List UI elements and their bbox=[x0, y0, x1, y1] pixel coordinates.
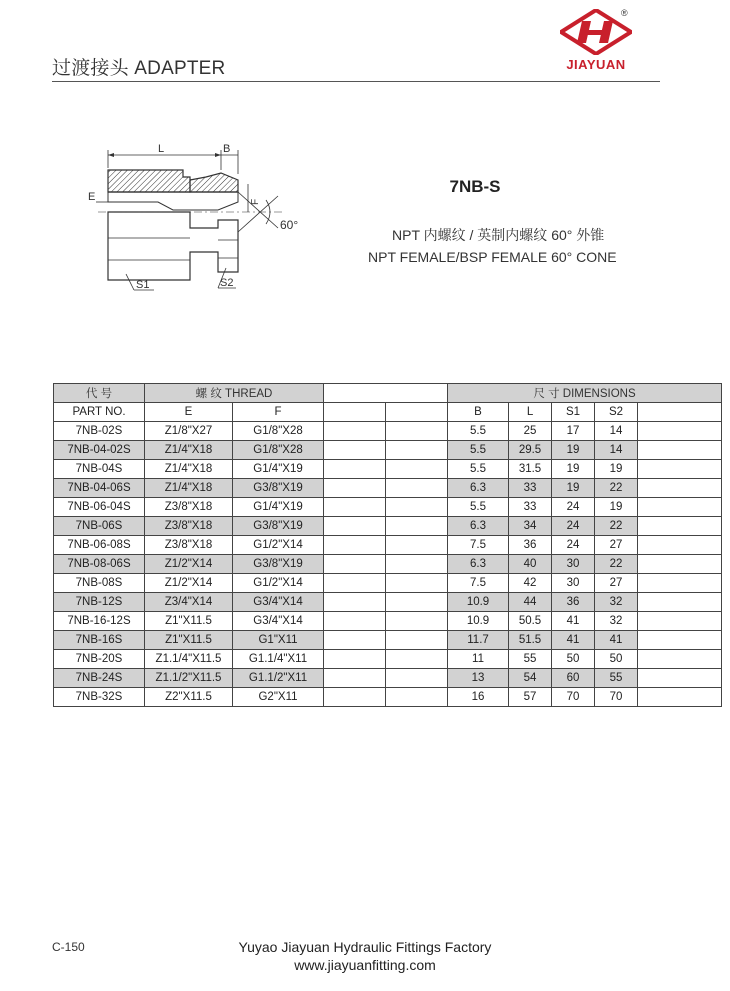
subheader-l: L bbox=[509, 403, 552, 422]
cell-blank bbox=[386, 574, 448, 593]
cell-s1: 70 bbox=[552, 688, 595, 707]
cell-s1: 24 bbox=[552, 536, 595, 555]
cell-l: 36 bbox=[509, 536, 552, 555]
cell-s1: 30 bbox=[552, 555, 595, 574]
cell-blank bbox=[638, 631, 722, 650]
cell-blank bbox=[638, 593, 722, 612]
cell-blank bbox=[324, 688, 386, 707]
cell-s2: 22 bbox=[595, 555, 638, 574]
cell-blank bbox=[324, 498, 386, 517]
cell-blank bbox=[638, 688, 722, 707]
cell-blank bbox=[324, 517, 386, 536]
cell-l: 54 bbox=[509, 669, 552, 688]
table-row bbox=[54, 441, 722, 460]
cell-part: 7NB-02S bbox=[54, 422, 145, 441]
cell-l: 55 bbox=[509, 650, 552, 669]
dim-label-angle: 60° bbox=[280, 218, 299, 232]
company-name: Yuyao Jiayuan Hydraulic Fittings Factory bbox=[238, 939, 492, 955]
cell-part: 7NB-12S bbox=[54, 593, 145, 612]
cell-blank bbox=[324, 441, 386, 460]
cell-blank bbox=[386, 688, 448, 707]
cell-s2: 27 bbox=[595, 574, 638, 593]
cell-part: 7NB-08-06S bbox=[54, 555, 145, 574]
cell-s2: 14 bbox=[595, 441, 638, 460]
cell-f: G1"X11 bbox=[233, 631, 324, 650]
cell-f: G1/4"X19 bbox=[233, 498, 324, 517]
header-dimensions: 尺 寸 DIMENSIONS bbox=[448, 384, 722, 403]
cell-b: 5.5 bbox=[448, 460, 509, 479]
cell-b: 5.5 bbox=[448, 498, 509, 517]
cell-s2: 22 bbox=[595, 517, 638, 536]
subheader-blank bbox=[638, 403, 722, 422]
cell-b: 7.5 bbox=[448, 574, 509, 593]
description-en: NPT FEMALE/BSP FEMALE 60° CONE bbox=[368, 249, 617, 265]
cell-blank bbox=[324, 422, 386, 441]
cell-b: 10.9 bbox=[448, 593, 509, 612]
cell-s2: 22 bbox=[595, 479, 638, 498]
dim-label-s1: S1 bbox=[136, 279, 150, 291]
cell-l: 34 bbox=[509, 517, 552, 536]
table-row bbox=[54, 574, 722, 593]
cell-s1: 24 bbox=[552, 517, 595, 536]
cell-blank bbox=[386, 650, 448, 669]
cell-s2: 19 bbox=[595, 498, 638, 517]
dim-label-l: L bbox=[158, 143, 165, 155]
cell-s1: 41 bbox=[552, 631, 595, 650]
cell-f: G3/8"X19 bbox=[233, 555, 324, 574]
table-row bbox=[54, 498, 722, 517]
cell-blank bbox=[386, 593, 448, 612]
spec-table bbox=[53, 383, 722, 707]
subheader-blank bbox=[324, 403, 386, 422]
subheader-b: B bbox=[448, 403, 509, 422]
table-row bbox=[54, 669, 722, 688]
cell-part: 7NB-06-08S bbox=[54, 536, 145, 555]
cell-f: G3/8"X19 bbox=[233, 479, 324, 498]
cell-e: Z1"X11.5 bbox=[145, 631, 233, 650]
cell-blank bbox=[386, 498, 448, 517]
cell-blank bbox=[324, 536, 386, 555]
cell-l: 33 bbox=[509, 479, 552, 498]
fitting-drawing bbox=[78, 140, 318, 300]
cell-blank bbox=[324, 650, 386, 669]
cell-part: 7NB-04-06S bbox=[54, 479, 145, 498]
cell-blank bbox=[638, 517, 722, 536]
cell-blank bbox=[386, 479, 448, 498]
cell-f: G1/2"X14 bbox=[233, 574, 324, 593]
registered-mark: ® bbox=[621, 8, 628, 18]
cell-s2: 32 bbox=[595, 612, 638, 631]
cell-b: 11.7 bbox=[448, 631, 509, 650]
cell-blank bbox=[386, 631, 448, 650]
cell-f: G3/8"X19 bbox=[233, 517, 324, 536]
cell-e: Z1"X11.5 bbox=[145, 612, 233, 631]
cell-l: 42 bbox=[509, 574, 552, 593]
cell-blank bbox=[638, 422, 722, 441]
cell-b: 10.9 bbox=[448, 612, 509, 631]
subheader-s1: S1 bbox=[552, 403, 595, 422]
cell-blank bbox=[638, 479, 722, 498]
dim-label-b: B bbox=[223, 143, 231, 155]
cell-part: 7NB-16S bbox=[54, 631, 145, 650]
cell-part: 7NB-08S bbox=[54, 574, 145, 593]
cell-blank bbox=[324, 574, 386, 593]
cell-s1: 36 bbox=[552, 593, 595, 612]
cell-f: G3/4"X14 bbox=[233, 612, 324, 631]
cell-s2: 19 bbox=[595, 460, 638, 479]
cell-blank bbox=[386, 612, 448, 631]
cell-b: 6.3 bbox=[448, 517, 509, 536]
cell-e: Z3/8"X18 bbox=[145, 536, 233, 555]
cell-blank bbox=[638, 498, 722, 517]
cell-e: Z1/4"X18 bbox=[145, 460, 233, 479]
header-part-cn: 代 号 bbox=[54, 384, 145, 403]
cell-e: Z1.1/2"X11.5 bbox=[145, 669, 233, 688]
cell-s1: 19 bbox=[552, 460, 595, 479]
dim-label-f: F bbox=[250, 198, 261, 205]
cell-s1: 30 bbox=[552, 574, 595, 593]
table-row bbox=[54, 422, 722, 441]
table-row bbox=[54, 555, 722, 574]
cell-b: 6.3 bbox=[448, 479, 509, 498]
cell-b: 6.3 bbox=[448, 555, 509, 574]
table-row bbox=[54, 593, 722, 612]
cell-s2: 41 bbox=[595, 631, 638, 650]
cell-blank bbox=[324, 593, 386, 612]
cell-blank bbox=[386, 536, 448, 555]
cell-f: G1/8"X28 bbox=[233, 422, 324, 441]
table-row bbox=[54, 612, 722, 631]
cell-l: 29.5 bbox=[509, 441, 552, 460]
cell-part: 7NB-24S bbox=[54, 669, 145, 688]
cell-s2: 27 bbox=[595, 536, 638, 555]
table-row bbox=[54, 650, 722, 669]
cell-blank bbox=[386, 460, 448, 479]
cell-b: 13 bbox=[448, 669, 509, 688]
subheader-blank bbox=[386, 403, 448, 422]
cell-blank bbox=[638, 441, 722, 460]
cell-blank bbox=[638, 612, 722, 631]
logo-wordmark: JIAYUAN bbox=[566, 57, 626, 72]
cell-b: 16 bbox=[448, 688, 509, 707]
cell-blank bbox=[386, 517, 448, 536]
cell-e: Z3/4"X14 bbox=[145, 593, 233, 612]
cell-s2: 70 bbox=[595, 688, 638, 707]
table-row bbox=[54, 479, 722, 498]
cell-blank bbox=[324, 460, 386, 479]
cell-s1: 24 bbox=[552, 498, 595, 517]
cell-s1: 60 bbox=[552, 669, 595, 688]
cell-part: 7NB-32S bbox=[54, 688, 145, 707]
cell-l: 57 bbox=[509, 688, 552, 707]
cell-b: 7.5 bbox=[448, 536, 509, 555]
cell-f: G1/8"X28 bbox=[233, 441, 324, 460]
cell-s1: 41 bbox=[552, 612, 595, 631]
cell-blank bbox=[386, 422, 448, 441]
subheader-f: F bbox=[233, 403, 324, 422]
header-divider bbox=[52, 81, 660, 82]
table-row bbox=[54, 460, 722, 479]
dim-label-s2: S2 bbox=[220, 277, 234, 289]
cell-e: Z1/4"X18 bbox=[145, 441, 233, 460]
cell-blank bbox=[638, 669, 722, 688]
cell-part: 7NB-06S bbox=[54, 517, 145, 536]
cell-e: Z1/8"X27 bbox=[145, 422, 233, 441]
cell-s1: 17 bbox=[552, 422, 595, 441]
cell-f: G3/4"X14 bbox=[233, 593, 324, 612]
cell-part: 7NB-04-02S bbox=[54, 441, 145, 460]
table-row bbox=[54, 536, 722, 555]
cell-e: Z1/4"X18 bbox=[145, 479, 233, 498]
table-row bbox=[54, 688, 722, 707]
table-subheader-row bbox=[54, 403, 722, 422]
cell-blank bbox=[638, 536, 722, 555]
cell-blank bbox=[386, 555, 448, 574]
cell-e: Z1/2"X14 bbox=[145, 555, 233, 574]
cell-f: G1.1/4"X11 bbox=[233, 650, 324, 669]
cell-blank bbox=[386, 441, 448, 460]
cell-l: 44 bbox=[509, 593, 552, 612]
subheader-e: E bbox=[145, 403, 233, 422]
cell-part: 7NB-20S bbox=[54, 650, 145, 669]
cell-e: Z2"X11.5 bbox=[145, 688, 233, 707]
subheader-s2: S2 bbox=[595, 403, 638, 422]
cell-part: 7NB-04S bbox=[54, 460, 145, 479]
cell-l: 50.5 bbox=[509, 612, 552, 631]
cell-blank bbox=[386, 669, 448, 688]
cell-l: 33 bbox=[509, 498, 552, 517]
cell-e: Z3/8"X18 bbox=[145, 517, 233, 536]
company-website: www.jiayuanfitting.com bbox=[294, 957, 436, 973]
description-cn: NPT 内螺纹 / 英制内螺纹 60° 外锥 bbox=[392, 227, 605, 243]
cell-l: 40 bbox=[509, 555, 552, 574]
cell-f: G1/2"X14 bbox=[233, 536, 324, 555]
cell-blank bbox=[638, 650, 722, 669]
cell-blank bbox=[324, 631, 386, 650]
table-header-row bbox=[54, 384, 722, 403]
cell-f: G1.1/2"X11 bbox=[233, 669, 324, 688]
cell-blank bbox=[324, 555, 386, 574]
cell-e: Z1.1/4"X11.5 bbox=[145, 650, 233, 669]
cell-s2: 55 bbox=[595, 669, 638, 688]
model-code: 7NB-S bbox=[449, 177, 501, 196]
cell-f: G2"X11 bbox=[233, 688, 324, 707]
cell-b: 5.5 bbox=[448, 441, 509, 460]
cell-l: 51.5 bbox=[509, 631, 552, 650]
cell-blank bbox=[638, 555, 722, 574]
cell-l: 31.5 bbox=[509, 460, 552, 479]
table-row bbox=[54, 517, 722, 536]
cell-b: 11 bbox=[448, 650, 509, 669]
cell-part: 7NB-06-04S bbox=[54, 498, 145, 517]
cell-blank bbox=[638, 574, 722, 593]
cell-s1: 19 bbox=[552, 479, 595, 498]
cell-f: G1/4"X19 bbox=[233, 460, 324, 479]
cell-s1: 19 bbox=[552, 441, 595, 460]
cell-b: 5.5 bbox=[448, 422, 509, 441]
page-title: 过渡接头 ADAPTER bbox=[52, 58, 226, 79]
page-number: C-150 bbox=[52, 940, 85, 954]
dim-label-e: E bbox=[88, 191, 96, 203]
cell-s2: 50 bbox=[595, 650, 638, 669]
cell-s2: 14 bbox=[595, 422, 638, 441]
cell-e: Z1/2"X14 bbox=[145, 574, 233, 593]
cell-e: Z3/8"X18 bbox=[145, 498, 233, 517]
cell-blank bbox=[638, 460, 722, 479]
header-thread: 螺 纹 THREAD bbox=[145, 384, 324, 403]
cell-l: 25 bbox=[509, 422, 552, 441]
header-blank bbox=[324, 384, 448, 403]
table-row bbox=[54, 631, 722, 650]
cell-s2: 32 bbox=[595, 593, 638, 612]
subheader-part-no: PART NO. bbox=[54, 403, 145, 422]
cell-blank bbox=[324, 612, 386, 631]
cell-blank bbox=[324, 479, 386, 498]
cell-part: 7NB-16-12S bbox=[54, 612, 145, 631]
cell-blank bbox=[324, 669, 386, 688]
cell-s1: 50 bbox=[552, 650, 595, 669]
